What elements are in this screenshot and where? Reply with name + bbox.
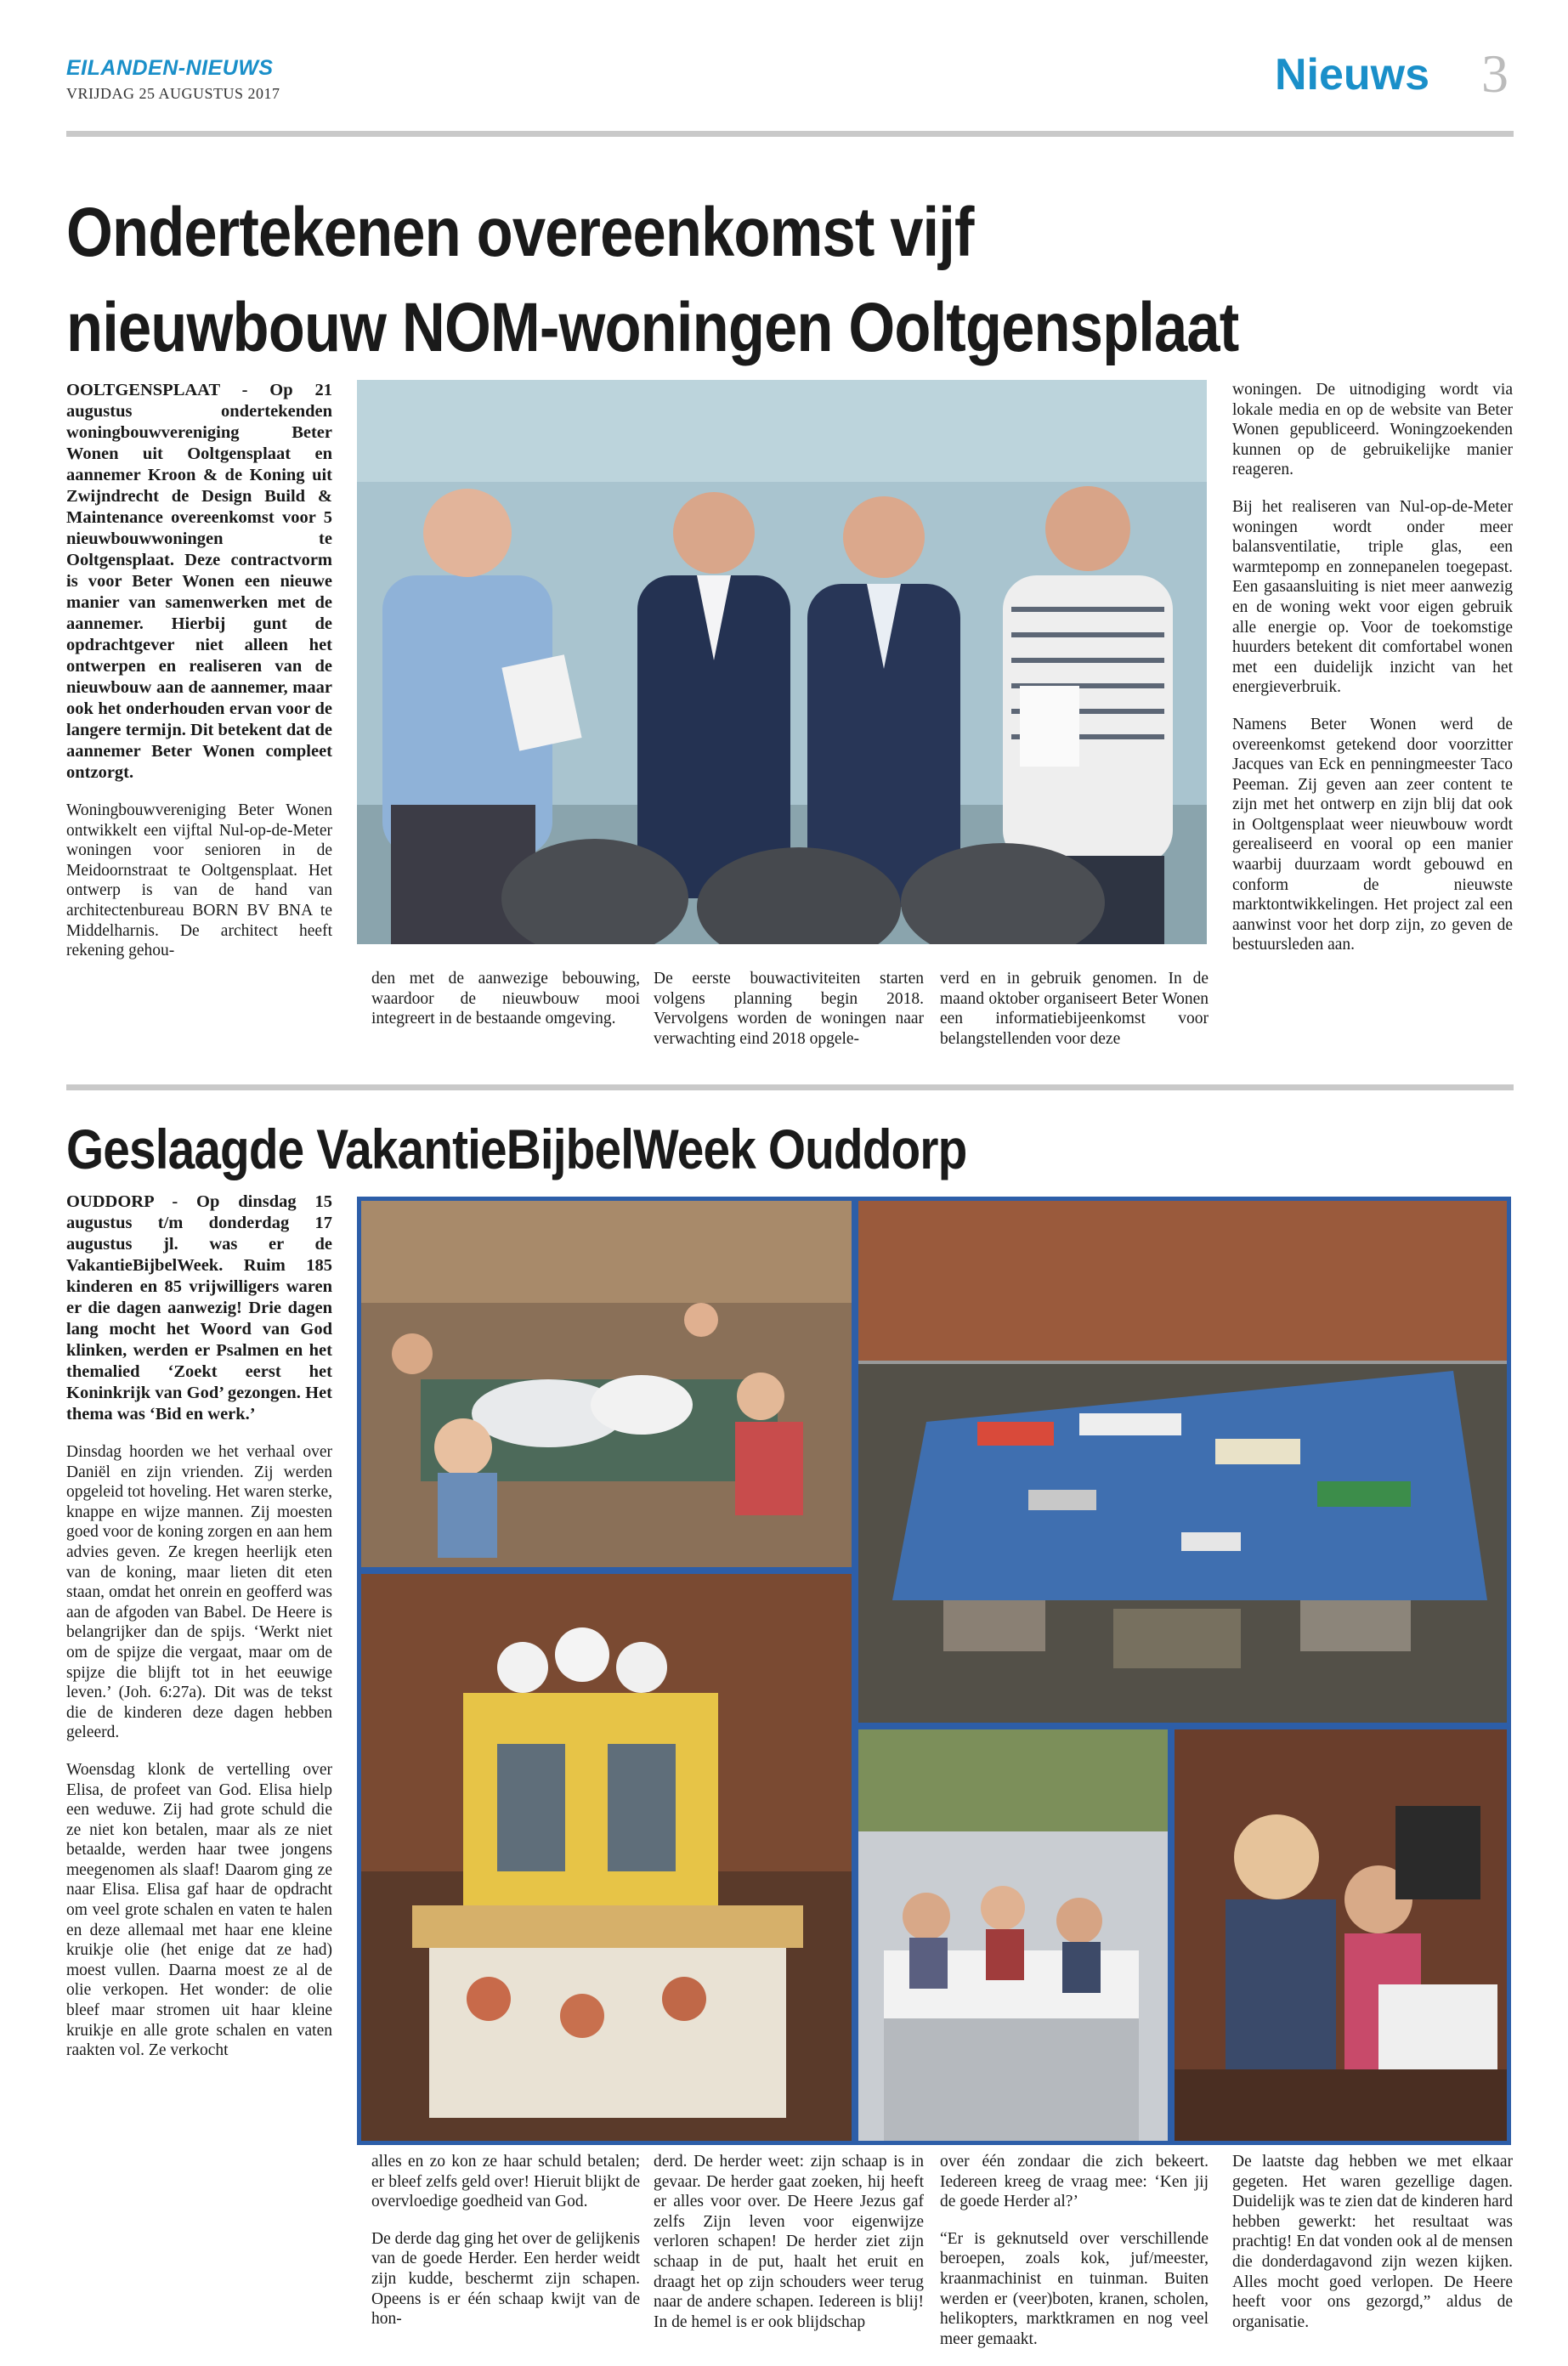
- article1-column-3: [654, 969, 924, 1066]
- article1-body-5a: woningen. De uitnodiging wordt via lokale media en op de website van Beter Wonen gepubliceerd. Woningzoekenden kunnen op de gebruikelijke manier reageren.: [1232, 381, 1513, 479]
- article2-body-1a: Dinsdag hoorden we het verhaal over Daniël en zijn vrienden. Zij werden opgeleid tot hoveling. Het waren sterke, knappe en wijze mannen. Zij moesten goed voor de koning zorgen en aan hem advies geven. Ze kregen heerlijk eten van de koning, maar lieten dit eten staan, omdat het onrein en geofferd was aan de afgoden van Babel. De Heere is belangrijker dan de spijs. ‘Werkt niet om de spijze die vergaat, maar om de spijze die blijft tot in het eeuwige leven.’ (Joh. 6:27a). Dit was de tekst die de kinderen deze dagen hebben geleerd.: [66, 1443, 332, 1742]
- article2-body-4a: over één zondaar die zich bekeert. Iedereen kreeg de vraag mee: ‘Ken jij de goede Herder al?’: [940, 2153, 1209, 2211]
- article2-body-2b: De derde dag ging het over de gelijkenis van de goede Herder. Een herder weidt zijn kudde, beschermt zijn schapen. Opeens is er één schaap kwijt van de hon-: [371, 2229, 640, 2329]
- article1-column-4: [940, 969, 1209, 1066]
- headline-line-2: nieuwbouw NOM-woningen Ooltgensplaat: [66, 289, 1239, 366]
- article2-body-5: De laatste dag hebben we met elkaar gegeten. Het waren gezellige dagen. Duidelijk was te zien dat de kinderen hard hebben gewerkt: het resultaat was prachtig! En dat vonden ook al de mensen die donderdagavond zijn wezen kijken. Alles mocht goed verlopen. De Heere heeft voor ons gezorgd,” aldus de organisatie.: [1232, 2153, 1513, 2331]
- collage-photo-sewing: [1175, 1729, 1507, 2141]
- collage-photo-crafting: [361, 1201, 852, 1567]
- headline-line-1: Ondertekenen overeenkomst vijf: [66, 194, 974, 271]
- article-divider: [66, 1084, 1514, 1090]
- article1-body-2: den met de aanwezige bebouwing, waardoor de nieuwbouw mooi integreert in de bestaande omgeving.: [371, 970, 640, 1028]
- article2-column-5: [1232, 2152, 1513, 2349]
- photo-collage: [357, 1197, 1511, 2145]
- article2-column-2: [371, 2152, 640, 2346]
- article2-body-2a: alles en zo kon ze haar schuld betalen; er bleef zelfs geld over! Hieruit blijkt de overvloedige goedheid van God.: [371, 2153, 640, 2211]
- article1-body-5b: Bij het realiseren van Nul-op-de-Meter woningen wordt onder meer balansventilatie, triple glas, een warmtepomp en zonnepanelen toegepast. Een gasaansluiting is niet meer aanwezig en de woning wekt voor eigen gebruik alle energie op. Voor de toekomstige huurders betekent dit comfortabel wonen met een duidelijk inzicht van het energieverbruik.: [1232, 497, 1513, 697]
- article1-column-5: [1232, 380, 1513, 972]
- article2-body-1b: Woensdag klonk de vertelling over Elisa, de profeet van God. Elisa hielp een weduwe. Zij had grote schuld die ze niet kon betalen, maar als ze niet betaalde, werden haar twee jongens meegenomen als slaaf! Daarom ging ze naar Elisa. Elisa gaf haar de opdracht om veel grote schalen en vaten te halen en deze allemaal met haar ene kleine kruikje olie (het enige dat ze had) moest vullen. Daarna moest ze al de olie verkopen. Het wonder: de olie bleef maar stromen uit haar kleine kruikje en alle grote schalen en vaten raakten vol. Ze verkocht: [66, 1760, 332, 2060]
- article1-body-1: Woningbouwvereniging Beter Wonen ontwikkelt een vijftal Nul-op-de-Meter woningen voor senioren in de Meidoornstraat te Ooltgensplaat. Het ontwerp is van de hand van architectenbureau BORN BV BNA te Middelharnis. De architect heeft rekening gehou-: [66, 801, 332, 960]
- article2-headline: Geslaagde VakantieBijbelWeek Ouddorp: [66, 1118, 967, 1180]
- article1-body-4: verd en in gebruik genomen. In de maand oktober organiseert Beter Wonen een informatiebijeenkomst voor belangstellenden voor deze: [940, 970, 1209, 1048]
- collage-photo-table-decoration: [361, 1574, 852, 2141]
- page-number: 3: [1481, 43, 1509, 104]
- article1-body-3: De eerste bouwactiviteiten starten volgens planning begin 2018. Vervolgens worden de woningen naar verwachting eind 2018 opgele-: [654, 970, 924, 1048]
- article2-lead: OUDDORP - Op dinsdag 15 augustus t/m donderdag 17 augustus jl. was er de VakantieBijbelWeek. Ruim 185 kinderen en 85 vrijwilligers waren er die dagen aanwezig! Drie dagen lang mocht het Woord van God klinken, werden er Psalmen en het themalied ‘Zoekt eerst het Koninkrijk van God’ gezongen. Het thema was ‘Bid en werk.’: [66, 1192, 332, 1424]
- article2-column-4: [940, 2152, 1209, 2366]
- article1-column-1: [66, 380, 332, 978]
- article1-headline: [66, 185, 1309, 376]
- issue-date: VRIJDAG 25 AUGUSTUS 2017: [66, 85, 280, 102]
- header-divider: [66, 131, 1514, 137]
- masthead-logo: EILANDEN-NIEUWS: [66, 56, 274, 80]
- article2-body-4b: “Er is geknutseld over verschillende beroepen, zoals kok, juf/meester, kraanmachinist en tuinman. Buiten werden er (veer)boten, kranen, scholen, helikopters, marktkramen en nog veel meer gemaakt.: [940, 2229, 1209, 2348]
- collage-photo-workshop: [858, 1729, 1168, 2141]
- article2-column-3: [654, 2152, 924, 2349]
- collage-photo-harbour-model: [858, 1201, 1507, 1723]
- article1-body-5c: Namens Beter Wonen werd de overeenkomst getekend door voorzitter Jacques van Eck en penningmeester Taco Peeman. Zij geven aan zeer content te zijn met het ontwerp en zijn blij dat ook in Ooltgensplaat weer nieuwbouw wordt gerealiseerd en vooral op een manier waarbij duurzaam wordt gebouwd en conform de nieuwste marktontwikkelingen. Het project zal een aanwinst voor het dorp zijn, zo geven de bestuursleden aan.: [1232, 715, 1513, 954]
- article1-column-2: [371, 969, 640, 1046]
- article2-body-3: derd. De herder weet: zijn schaap is in gevaar. De herder gaat zoeken, hij heeft er alles voor over. De Heere Jezus gaf zelfs Zijn leven voor eigenwijze verloren schapen! De herder ziet zijn schaap in de put, haalt het eruit en draagt het op zijn schouders weer terug naar de andere schapen. Iedereen is blij! In de hemel is er ook blijdschap: [654, 2153, 924, 2331]
- section-title: Nieuws: [1275, 50, 1430, 99]
- signing-photo: [357, 380, 1207, 944]
- article2-column-1: [66, 1191, 332, 2078]
- article1-lead: OOLTGENSPLAAT - Op 21 augustus ondertekenden woningbouwvereniging Beter Wonen uit Ooltgensplaat en aannemer Kroon & de Koning uit Zwijndrecht de Design Build & Maintenance overeenkomst voor 5 nieuwbouwwoningen te Ooltgensplaat. Deze contractvorm is voor Beter Wonen een nieuwe manier van samenwerken met de aannemer. Hierbij gunt de opdrachtgever niet alleen het ontwerpen en realiseren van de nieuwbouw aan de aannemer, maar ook het onderhouden ervan voor de langere termijn. Dit betekent dat de aannemer Beter Wonen compleet ontzorgt.: [66, 381, 332, 782]
